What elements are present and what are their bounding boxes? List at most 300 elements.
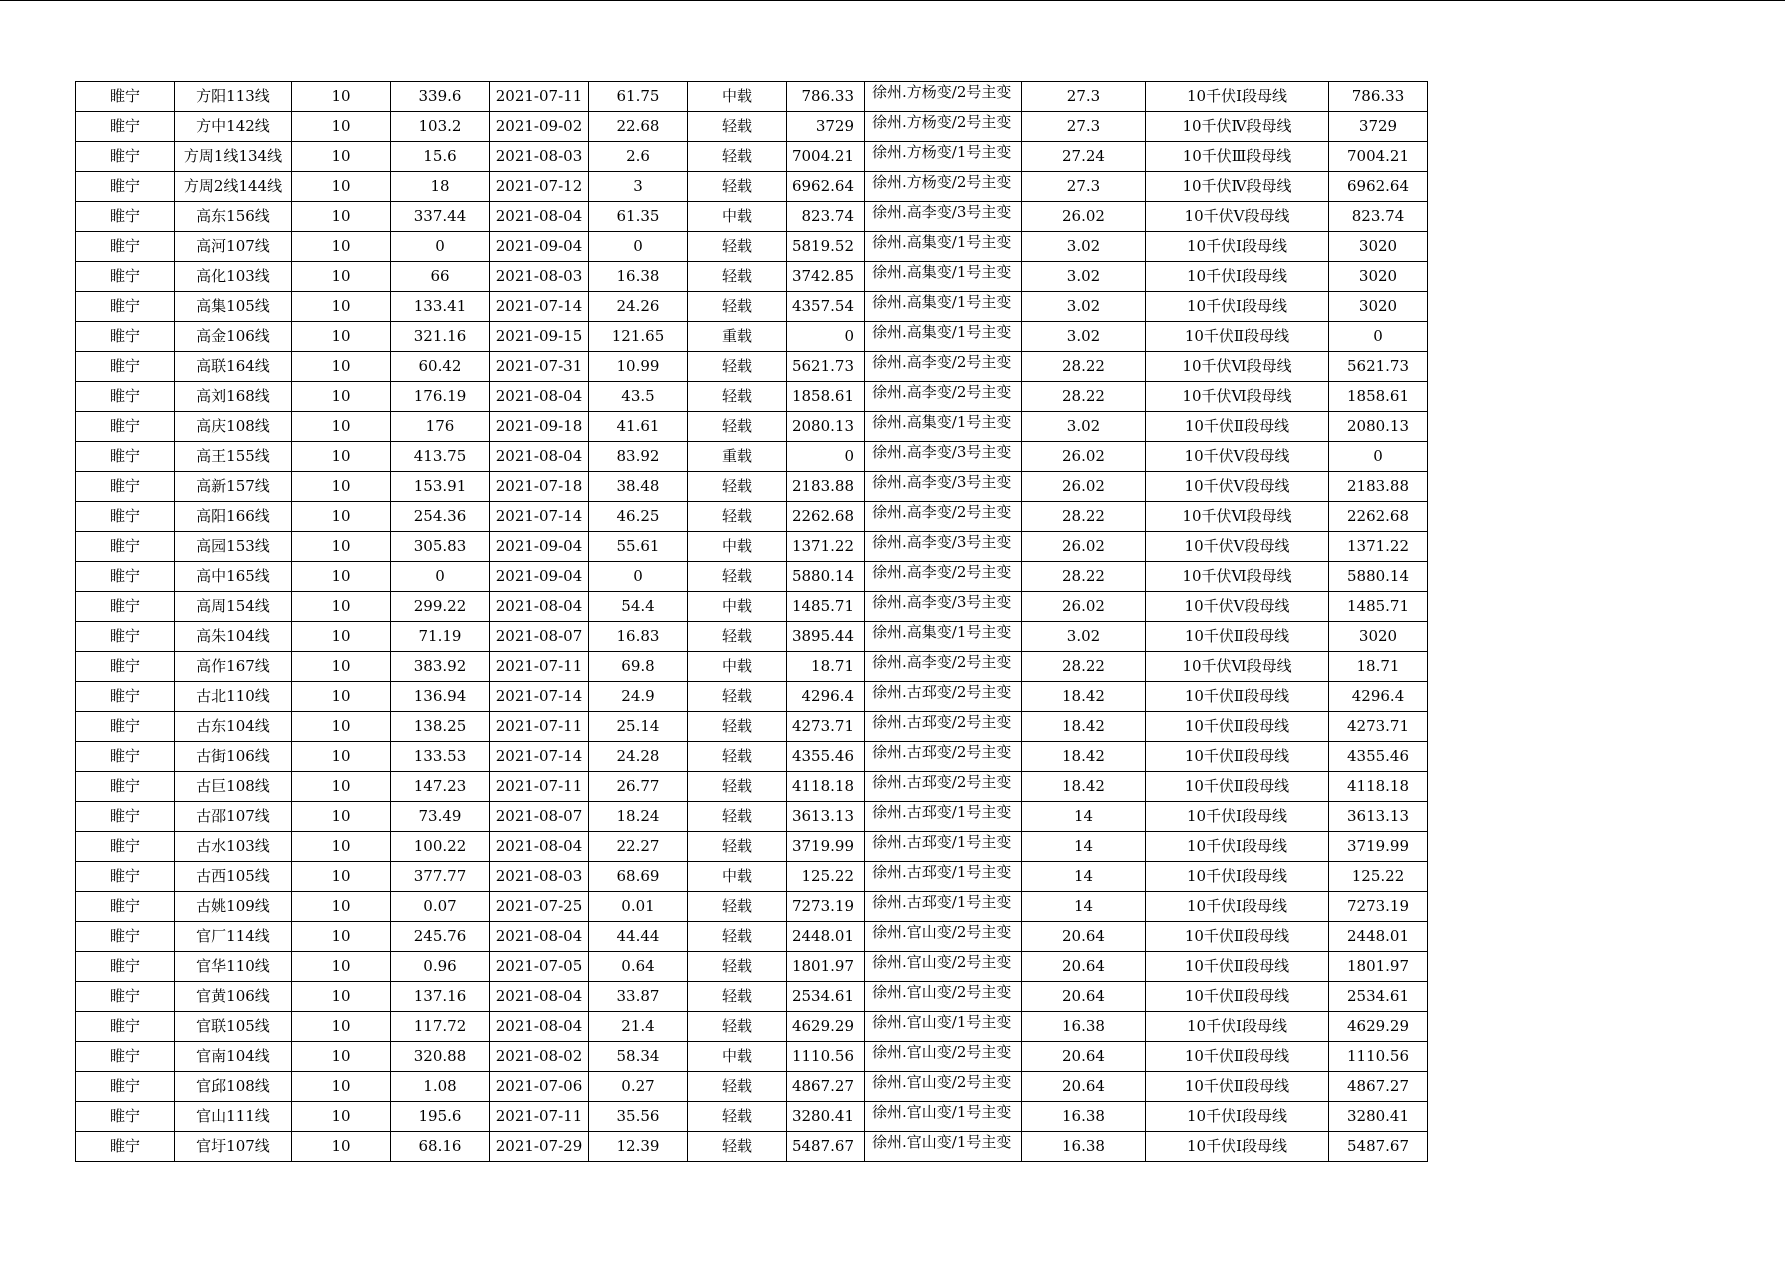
voltage-cell: 10 [292,172,391,202]
transformer-load-rate-cell: 27.3 [1022,82,1146,112]
load-status-cell: 轻载 [688,682,787,712]
transformer-cell [865,412,1022,442]
load-cell: 339.6 [391,82,490,112]
open-capacity-cell: 7273.19 [1329,892,1428,922]
available-capacity-cell: 3895.44 [787,622,865,652]
county-cell: 睢宁 [76,112,175,142]
transformer-cell [865,532,1022,562]
available-capacity-cell: 4867.27 [787,1072,865,1102]
busbar-cell: 10千伏Ⅰ段母线 [1146,262,1329,292]
county-cell: 睢宁 [76,832,175,862]
available-capacity-cell: 3742.85 [787,262,865,292]
busbar-cell: 10千伏Ⅴ段母线 [1146,202,1329,232]
voltage-cell: 10 [292,322,391,352]
available-capacity-cell: 2534.61 [787,982,865,1012]
table-row [76,1042,1428,1072]
feeder-name-cell: 官邱108线 [175,1072,292,1102]
available-capacity-cell: 1858.61 [787,382,865,412]
load-cell: 383.92 [391,652,490,682]
available-capacity-cell: 0 [787,322,865,352]
table-row [76,832,1428,862]
load-status-cell: 轻载 [688,262,787,292]
date-cell: 2021-07-14 [490,742,589,772]
transformer-text: 徐州.官山变/1号主变 [872,1133,1012,1151]
load-rate-cell: 18.24 [589,802,688,832]
transformer-text: 徐州.古邳变/2号主变 [872,683,1012,701]
load-cell: 195.6 [391,1102,490,1132]
transformer-cell [865,712,1022,742]
load-cell: 320.88 [391,1042,490,1072]
open-capacity-cell: 2448.01 [1329,922,1428,952]
busbar-cell: 10千伏Ⅱ段母线 [1146,772,1329,802]
transformer-text: 徐州.高李变/3号主变 [872,203,1012,221]
transformer-text: 徐州.高李变/2号主变 [872,563,1012,581]
transformer-text: 徐州.高李变/3号主变 [872,533,1012,551]
feeder-name-cell: 高集105线 [175,292,292,322]
load-status-cell: 重载 [688,322,787,352]
available-capacity-cell: 125.22 [787,862,865,892]
transformer-cell [865,472,1022,502]
load-status-cell: 轻载 [688,772,787,802]
feeder-name-cell: 官华110线 [175,952,292,982]
available-capacity-cell: 4629.29 [787,1012,865,1042]
transformer-cell [865,592,1022,622]
busbar-cell: 10千伏Ⅵ段母线 [1146,562,1329,592]
transformer-cell [865,1102,1022,1132]
busbar-cell: 10千伏Ⅱ段母线 [1146,682,1329,712]
transformer-load-rate-cell: 18.42 [1022,712,1146,742]
busbar-cell: 10千伏Ⅴ段母线 [1146,532,1329,562]
load-rate-cell: 54.4 [589,592,688,622]
voltage-cell: 10 [292,892,391,922]
busbar-cell: 10千伏Ⅰ段母线 [1146,1132,1329,1162]
busbar-cell: 10千伏Ⅱ段母线 [1146,742,1329,772]
available-capacity-cell: 6962.64 [787,172,865,202]
voltage-cell: 10 [292,472,391,502]
available-capacity-cell: 2448.01 [787,922,865,952]
load-status-cell: 重载 [688,442,787,472]
load-cell: 138.25 [391,712,490,742]
table-row [76,952,1428,982]
load-rate-cell: 0.64 [589,952,688,982]
county-cell: 睢宁 [76,862,175,892]
load-cell: 176.19 [391,382,490,412]
date-cell: 2021-08-04 [490,832,589,862]
transformer-cell [865,742,1022,772]
load-rate-cell: 21.4 [589,1012,688,1042]
open-capacity-cell: 5487.67 [1329,1132,1428,1162]
busbar-cell: 10千伏Ⅰ段母线 [1146,232,1329,262]
load-status-cell: 轻载 [688,292,787,322]
load-status-cell: 轻载 [688,1132,787,1162]
available-capacity-cell: 7004.21 [787,142,865,172]
open-capacity-cell: 6962.64 [1329,172,1428,202]
available-capacity-cell: 2262.68 [787,502,865,532]
date-cell: 2021-07-14 [490,502,589,532]
load-status-cell: 轻载 [688,952,787,982]
date-cell: 2021-08-04 [490,202,589,232]
open-capacity-cell: 2080.13 [1329,412,1428,442]
feeder-name-cell: 古姚109线 [175,892,292,922]
county-cell: 睢宁 [76,472,175,502]
table-row [76,1132,1428,1162]
voltage-cell: 10 [292,112,391,142]
load-cell: 176 [391,412,490,442]
transformer-load-rate-cell: 14 [1022,862,1146,892]
transformer-text: 徐州.官山变/2号主变 [872,923,1012,941]
table-row [76,112,1428,142]
transformer-text: 徐州.官山变/2号主变 [872,1043,1012,1061]
voltage-cell: 10 [292,652,391,682]
voltage-cell: 10 [292,622,391,652]
transformer-cell [865,802,1022,832]
load-rate-cell: 69.8 [589,652,688,682]
county-cell: 睢宁 [76,142,175,172]
load-status-cell: 中载 [688,862,787,892]
transformer-cell [865,292,1022,322]
load-rate-cell: 12.39 [589,1132,688,1162]
transformer-cell [865,682,1022,712]
voltage-cell: 10 [292,982,391,1012]
county-cell: 睢宁 [76,682,175,712]
transformer-text: 徐州.高集变/1号主变 [872,413,1012,431]
busbar-cell: 10千伏Ⅲ段母线 [1146,142,1329,172]
date-cell: 2021-08-07 [490,622,589,652]
load-rate-cell: 41.61 [589,412,688,442]
transformer-load-rate-cell: 3.02 [1022,322,1146,352]
transformer-cell [865,862,1022,892]
available-capacity-cell: 5487.67 [787,1132,865,1162]
feeder-name-cell: 方中142线 [175,112,292,142]
load-rate-cell: 10.99 [589,352,688,382]
table-row [76,532,1428,562]
transformer-text: 徐州.古邳变/1号主变 [872,833,1012,851]
date-cell: 2021-07-18 [490,472,589,502]
feeder-name-cell: 方阳113线 [175,82,292,112]
voltage-cell: 10 [292,562,391,592]
available-capacity-cell: 4118.18 [787,772,865,802]
county-cell: 睢宁 [76,1042,175,1072]
transformer-text: 徐州.方杨变/1号主变 [872,143,1012,161]
table-row [76,892,1428,922]
open-capacity-cell: 4296.4 [1329,682,1428,712]
load-cell: 0.96 [391,952,490,982]
transformer-text: 徐州.高李变/2号主变 [872,503,1012,521]
transformer-load-rate-cell: 28.22 [1022,352,1146,382]
date-cell: 2021-07-11 [490,772,589,802]
available-capacity-cell: 4273.71 [787,712,865,742]
voltage-cell: 10 [292,712,391,742]
feeder-name-cell: 官厂114线 [175,922,292,952]
table-row [76,412,1428,442]
open-capacity-cell: 2183.88 [1329,472,1428,502]
transformer-load-rate-cell: 28.22 [1022,502,1146,532]
voltage-cell: 10 [292,1012,391,1042]
open-capacity-cell: 823.74 [1329,202,1428,232]
load-cell: 60.42 [391,352,490,382]
table-row [76,622,1428,652]
transformer-load-rate-cell: 14 [1022,802,1146,832]
county-cell: 睢宁 [76,652,175,682]
transformer-load-rate-cell: 26.02 [1022,442,1146,472]
open-capacity-cell: 3280.41 [1329,1102,1428,1132]
transformer-text: 徐州.高李变/2号主变 [872,653,1012,671]
date-cell: 2021-08-03 [490,142,589,172]
available-capacity-cell: 4355.46 [787,742,865,772]
table-row [76,862,1428,892]
date-cell: 2021-09-18 [490,412,589,442]
load-cell: 66 [391,262,490,292]
feeder-name-cell: 官南104线 [175,1042,292,1072]
load-status-cell: 轻载 [688,112,787,142]
available-capacity-cell: 1801.97 [787,952,865,982]
busbar-cell: 10千伏Ⅳ段母线 [1146,112,1329,142]
feeder-name-cell: 高王155线 [175,442,292,472]
transformer-text: 徐州.官山变/2号主变 [872,1073,1012,1091]
load-status-cell: 轻载 [688,562,787,592]
load-status-cell: 中载 [688,532,787,562]
load-status-cell: 轻载 [688,412,787,442]
table-row [76,682,1428,712]
county-cell: 睢宁 [76,712,175,742]
load-status-cell: 轻载 [688,922,787,952]
transformer-text: 徐州.古邳变/2号主变 [872,773,1012,791]
load-cell: 337.44 [391,202,490,232]
available-capacity-cell: 1371.22 [787,532,865,562]
county-cell: 睢宁 [76,292,175,322]
feeder-name-cell: 高东156线 [175,202,292,232]
county-cell: 睢宁 [76,412,175,442]
date-cell: 2021-07-12 [490,172,589,202]
feeder-name-cell: 古东104线 [175,712,292,742]
table-row [76,1102,1428,1132]
transformer-load-rate-cell: 20.64 [1022,952,1146,982]
transformer-cell [865,82,1022,112]
load-rate-cell: 83.92 [589,442,688,472]
load-cell: 103.2 [391,112,490,142]
busbar-cell: 10千伏Ⅱ段母线 [1146,1072,1329,1102]
transformer-text: 徐州.高集变/1号主变 [872,623,1012,641]
table-row [76,742,1428,772]
transformer-cell [865,202,1022,232]
voltage-cell: 10 [292,202,391,232]
transformer-text: 徐州.高李变/2号主变 [872,383,1012,401]
county-cell: 睢宁 [76,772,175,802]
county-cell: 睢宁 [76,562,175,592]
busbar-cell: 10千伏Ⅱ段母线 [1146,982,1329,1012]
feeder-name-cell: 高作167线 [175,652,292,682]
load-rate-cell: 0 [589,232,688,262]
transformer-text: 徐州.方杨变/2号主变 [872,173,1012,191]
table-row [76,922,1428,952]
table-row [76,292,1428,322]
county-cell: 睢宁 [76,802,175,832]
load-status-cell: 中载 [688,592,787,622]
transformer-cell [865,172,1022,202]
open-capacity-cell: 4629.29 [1329,1012,1428,1042]
transformer-load-rate-cell: 20.64 [1022,982,1146,1012]
date-cell: 2021-07-06 [490,1072,589,1102]
table-row [76,502,1428,532]
transformer-cell [865,232,1022,262]
feeder-name-cell: 官黄106线 [175,982,292,1012]
feeder-name-cell: 高金106线 [175,322,292,352]
transformer-cell [865,652,1022,682]
county-cell: 睢宁 [76,382,175,412]
transformer-load-rate-cell: 3.02 [1022,622,1146,652]
date-cell: 2021-07-14 [490,682,589,712]
transformer-text: 徐州.古邳变/1号主变 [872,863,1012,881]
table-row [76,772,1428,802]
load-rate-cell: 3 [589,172,688,202]
feeder-name-cell: 方周2线144线 [175,172,292,202]
open-capacity-cell: 2262.68 [1329,502,1428,532]
table-row [76,982,1428,1012]
open-capacity-cell: 4867.27 [1329,1072,1428,1102]
load-cell: 15.6 [391,142,490,172]
open-capacity-cell: 3020 [1329,232,1428,262]
table-row [76,352,1428,382]
available-capacity-cell: 2183.88 [787,472,865,502]
load-status-cell: 中载 [688,1042,787,1072]
date-cell: 2021-08-04 [490,382,589,412]
transformer-cell [865,322,1022,352]
available-capacity-cell: 823.74 [787,202,865,232]
open-capacity-cell: 1371.22 [1329,532,1428,562]
transformer-text: 徐州.官山变/1号主变 [872,1103,1012,1121]
busbar-cell: 10千伏Ⅵ段母线 [1146,352,1329,382]
busbar-cell: 10千伏Ⅴ段母线 [1146,472,1329,502]
load-cell: 133.41 [391,292,490,322]
date-cell: 2021-09-02 [490,112,589,142]
transformer-cell [865,112,1022,142]
transformer-text: 徐州.高集变/1号主变 [872,323,1012,341]
transformer-cell [865,352,1022,382]
transformer-load-rate-cell: 14 [1022,832,1146,862]
available-capacity-cell: 5880.14 [787,562,865,592]
busbar-cell: 10千伏Ⅴ段母线 [1146,592,1329,622]
load-rate-cell: 24.9 [589,682,688,712]
load-status-cell: 轻载 [688,1102,787,1132]
voltage-cell: 10 [292,862,391,892]
table-row [76,82,1428,112]
voltage-cell: 10 [292,352,391,382]
load-rate-cell: 16.83 [589,622,688,652]
transformer-load-rate-cell: 27.24 [1022,142,1146,172]
busbar-cell: 10千伏Ⅱ段母线 [1146,1042,1329,1072]
load-cell: 18 [391,172,490,202]
voltage-cell: 10 [292,772,391,802]
county-cell: 睢宁 [76,1072,175,1102]
date-cell: 2021-08-03 [490,862,589,892]
feeder-name-cell: 官山111线 [175,1102,292,1132]
load-rate-cell: 61.75 [589,82,688,112]
open-capacity-cell: 4355.46 [1329,742,1428,772]
voltage-cell: 10 [292,682,391,712]
open-capacity-cell: 4273.71 [1329,712,1428,742]
open-capacity-cell: 3020 [1329,292,1428,322]
load-rate-cell: 43.5 [589,382,688,412]
feeder-name-cell: 方周1线134线 [175,142,292,172]
feeder-name-cell: 高园153线 [175,532,292,562]
date-cell: 2021-07-11 [490,652,589,682]
date-cell: 2021-07-14 [490,292,589,322]
transformer-cell [865,442,1022,472]
county-cell: 睢宁 [76,262,175,292]
open-capacity-cell: 0 [1329,322,1428,352]
transformer-text: 徐州.古邳变/1号主变 [872,803,1012,821]
date-cell: 2021-09-15 [490,322,589,352]
busbar-cell: 10千伏Ⅰ段母线 [1146,82,1329,112]
voltage-cell: 10 [292,952,391,982]
transformer-load-rate-cell: 3.02 [1022,292,1146,322]
date-cell: 2021-09-04 [490,562,589,592]
table-row [76,172,1428,202]
load-status-cell: 轻载 [688,502,787,532]
transformer-cell [865,262,1022,292]
open-capacity-cell: 0 [1329,442,1428,472]
county-cell: 睢宁 [76,232,175,262]
feeder-load-table [75,81,1428,1162]
transformer-text: 徐州.高集变/1号主变 [872,233,1012,251]
busbar-cell: 10千伏Ⅵ段母线 [1146,502,1329,532]
load-cell: 133.53 [391,742,490,772]
transformer-load-rate-cell: 3.02 [1022,412,1146,442]
county-cell: 睢宁 [76,1012,175,1042]
date-cell: 2021-08-04 [490,1012,589,1042]
table-row [76,382,1428,412]
load-rate-cell: 22.68 [589,112,688,142]
open-capacity-cell: 5621.73 [1329,352,1428,382]
busbar-cell: 10千伏Ⅱ段母线 [1146,952,1329,982]
feeder-name-cell: 古西105线 [175,862,292,892]
transformer-text: 徐州.官山变/2号主变 [872,983,1012,1001]
voltage-cell: 10 [292,802,391,832]
busbar-cell: 10千伏Ⅴ段母线 [1146,442,1329,472]
open-capacity-cell: 3719.99 [1329,832,1428,862]
county-cell: 睢宁 [76,532,175,562]
busbar-cell: 10千伏Ⅵ段母线 [1146,652,1329,682]
transformer-load-rate-cell: 3.02 [1022,262,1146,292]
load-cell: 321.16 [391,322,490,352]
transformer-load-rate-cell: 16.38 [1022,1012,1146,1042]
voltage-cell: 10 [292,382,391,412]
page-top-rule [0,0,1785,1]
feeder-name-cell: 古邵107线 [175,802,292,832]
county-cell: 睢宁 [76,892,175,922]
table-row [76,142,1428,172]
transformer-text: 徐州.官山变/2号主变 [872,953,1012,971]
feeder-name-cell: 官联105线 [175,1012,292,1042]
table-row [76,442,1428,472]
available-capacity-cell: 1485.71 [787,592,865,622]
load-rate-cell: 22.27 [589,832,688,862]
feeder-name-cell: 高联164线 [175,352,292,382]
open-capacity-cell: 786.33 [1329,82,1428,112]
voltage-cell: 10 [292,412,391,442]
date-cell: 2021-08-04 [490,982,589,1012]
transformer-load-rate-cell: 14 [1022,892,1146,922]
busbar-cell: 10千伏Ⅰ段母线 [1146,832,1329,862]
transformer-cell [865,502,1022,532]
date-cell: 2021-07-05 [490,952,589,982]
load-rate-cell: 68.69 [589,862,688,892]
transformer-cell [865,622,1022,652]
feeder-name-cell: 高周154线 [175,592,292,622]
county-cell: 睢宁 [76,1102,175,1132]
transformer-load-rate-cell: 27.3 [1022,172,1146,202]
busbar-cell: 10千伏Ⅰ段母线 [1146,892,1329,922]
